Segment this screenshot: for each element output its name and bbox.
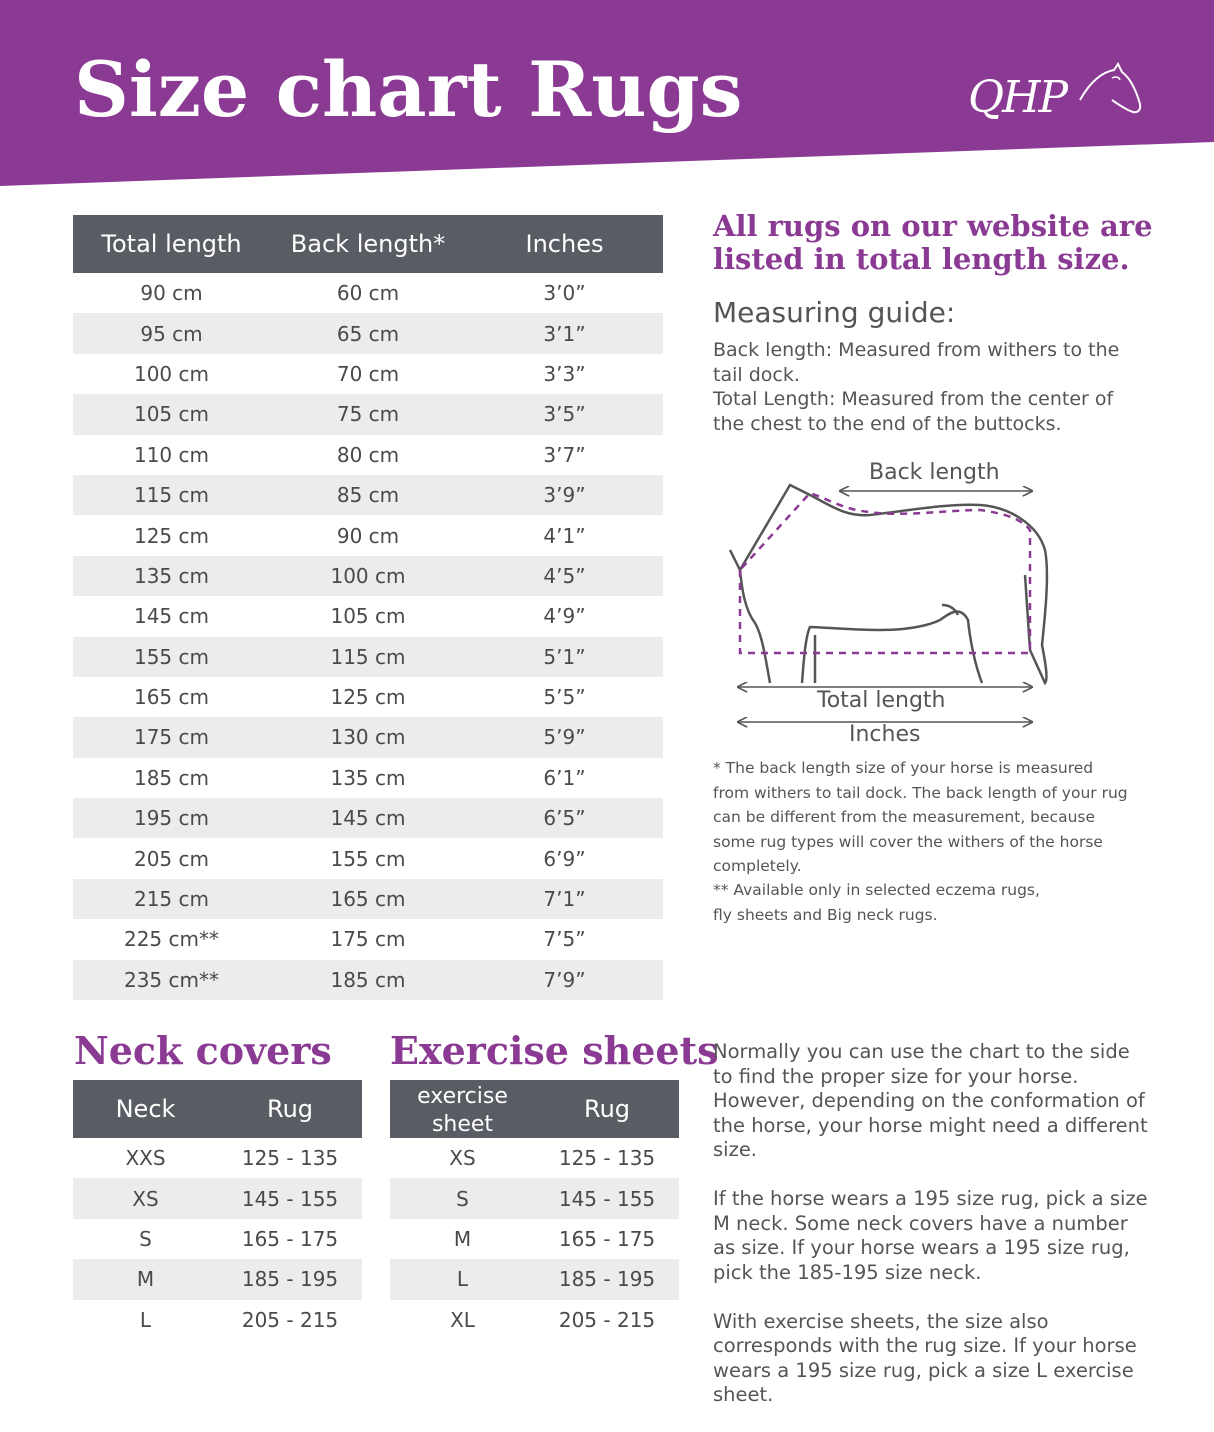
rug-size-table xyxy=(73,215,663,1000)
guide-back-length: Back length: Measured from withers to the tail dock. xyxy=(713,339,1120,386)
total-length-label: Total length xyxy=(817,688,946,713)
table-cell: 185 cm xyxy=(133,765,209,790)
table-cell: 185 - 195 xyxy=(535,1259,679,1299)
table-cell: 175 cm xyxy=(330,927,406,952)
table-row xyxy=(390,1138,679,1178)
col-total-length: Total length xyxy=(73,215,270,273)
table-cell: 145 cm xyxy=(133,604,209,629)
table-row xyxy=(73,394,663,434)
table-cell: 155 cm xyxy=(330,846,406,871)
table-row xyxy=(73,515,663,555)
exercise-sheets-title: Exercise sheets xyxy=(390,1028,719,1073)
table-cell: 95 cm xyxy=(73,313,270,353)
table-cell: 100 cm xyxy=(270,556,466,596)
table-row xyxy=(73,637,663,677)
table-row xyxy=(73,758,663,798)
table-row xyxy=(73,717,663,757)
table-cell: 6’9” xyxy=(543,846,586,871)
table-cell: XL xyxy=(450,1307,475,1332)
table-row xyxy=(73,475,663,515)
table-cell: 4’1” xyxy=(543,523,586,548)
table-header-row xyxy=(73,1080,362,1138)
table-cell: 105 cm xyxy=(330,604,406,629)
table-cell: M xyxy=(73,1259,218,1299)
sizing-advice xyxy=(713,1040,1153,1432)
table-cell: 145 - 155 xyxy=(535,1178,679,1218)
neck-covers-table xyxy=(73,1080,362,1340)
table-cell: 7’1” xyxy=(466,879,663,919)
table-cell: 3’3” xyxy=(543,361,586,386)
table-cell: 7’5” xyxy=(543,927,586,952)
table-cell: 6’1” xyxy=(543,765,586,790)
table-cell: 155 cm xyxy=(73,637,270,677)
table-cell: 130 cm xyxy=(270,717,466,757)
table-cell: 110 cm xyxy=(133,442,209,467)
table-cell: XS xyxy=(449,1146,476,1171)
table-cell: 70 cm xyxy=(336,361,400,386)
table-cell: S xyxy=(139,1226,152,1251)
table-row xyxy=(73,596,663,636)
horse-measurement-diagram xyxy=(720,455,1060,755)
table-cell: 145 - 155 xyxy=(218,1178,362,1218)
table-row xyxy=(73,313,663,353)
availability-footnote: ** Available only in selected eczema rugs, fly sheets and Big neck rugs. xyxy=(713,881,1040,924)
table-cell: 125 - 135 xyxy=(241,1146,339,1171)
table-cell: 60 cm xyxy=(336,281,400,306)
table-row xyxy=(73,273,663,313)
table-cell: 90 cm xyxy=(336,523,400,548)
table-cell: 105 cm xyxy=(73,394,270,434)
table-cell: 80 cm xyxy=(336,442,400,467)
table-row xyxy=(73,556,663,596)
table-cell: 165 cm xyxy=(133,685,209,710)
table-row xyxy=(73,1300,362,1340)
guide-total-length: Total Length: Measured from the center of the chest to the end of the buttocks. xyxy=(713,388,1114,435)
table-cell: 5’9” xyxy=(466,717,663,757)
table-cell: 205 - 215 xyxy=(241,1307,339,1332)
table-cell: L xyxy=(390,1259,535,1299)
advice-paragraph: If the horse wears a 195 size rug, pick a size M neck. Some neck covers have a number as size. If your horse wears a 195 size rug, pick the 185-195 size neck. xyxy=(713,1187,1148,1284)
table-cell: 225 cm** xyxy=(123,927,219,952)
table-cell: 205 cm xyxy=(133,846,209,871)
table-cell: 75 cm xyxy=(270,394,466,434)
table-cell: 3’9” xyxy=(466,475,663,515)
table-cell: 135 cm xyxy=(73,556,270,596)
table-row xyxy=(73,1178,362,1218)
horse-head-logo-icon xyxy=(962,60,1152,130)
col-back-length: Back length* xyxy=(270,215,466,273)
total-length-notice: All rugs on our website are listed in total length size. xyxy=(713,209,1153,276)
table-cell: 6’5” xyxy=(466,798,663,838)
table-cell: 125 cm xyxy=(133,523,209,548)
back-length-footnote: * The back length size of your horse is measured from withers to tail dock. The back length of your rug can be different from the measurement, because some rug types will cover the withers of the horse completely. xyxy=(713,759,1128,875)
table-cell: 115 cm xyxy=(73,475,270,515)
table-cell: 125 cm xyxy=(330,685,406,710)
table-cell: 175 cm xyxy=(73,717,270,757)
table-cell: 195 cm xyxy=(73,798,270,838)
table-cell: 125 - 135 xyxy=(558,1146,656,1171)
table-cell: 85 cm xyxy=(270,475,466,515)
table-cell: 185 - 195 xyxy=(218,1259,362,1299)
table-cell: 145 cm xyxy=(270,798,466,838)
table-cell: 100 cm xyxy=(133,361,209,386)
back-length-label: Back length xyxy=(869,460,1000,485)
table-cell: 165 - 175 xyxy=(241,1226,339,1251)
table-cell: 3’1” xyxy=(466,313,663,353)
col-exercise-sheet xyxy=(390,1080,535,1138)
table-row xyxy=(390,1259,679,1299)
table-cell: 235 cm** xyxy=(73,960,270,1000)
advice-paragraph: Normally you can use the chart to the side to find the proper size for your horse. However, depending on the conformation of the horse, your horse might need a different size. xyxy=(713,1040,1148,1161)
col-rug: Rug xyxy=(535,1080,679,1138)
logo-text: QHP xyxy=(968,72,1067,123)
table-row xyxy=(73,354,663,394)
table-row xyxy=(73,919,663,959)
col-exercise-line1: exercise xyxy=(417,1084,508,1109)
table-row xyxy=(390,1300,679,1340)
table-cell: XS xyxy=(73,1178,218,1218)
table-row xyxy=(73,798,663,838)
col-exercise-line2: sheet xyxy=(431,1112,494,1137)
table-row xyxy=(73,960,663,1000)
table-cell: 215 cm xyxy=(73,879,270,919)
table-row xyxy=(73,1138,362,1178)
table-row xyxy=(73,435,663,475)
col-rug: Rug xyxy=(218,1080,362,1138)
table-cell: 5’1” xyxy=(466,637,663,677)
table-cell: 7’9” xyxy=(466,960,663,1000)
table-row xyxy=(73,677,663,717)
table-row xyxy=(390,1219,679,1259)
table-cell: S xyxy=(390,1178,535,1218)
table-cell: 205 - 215 xyxy=(558,1307,656,1332)
table-cell: 5’5” xyxy=(543,685,586,710)
measuring-guide-title: Measuring guide: xyxy=(713,296,956,329)
col-neck: Neck xyxy=(73,1080,218,1138)
table-cell: 165 - 175 xyxy=(558,1226,656,1251)
table-row xyxy=(73,879,663,919)
table-cell: 3’5” xyxy=(466,394,663,434)
table-row xyxy=(73,838,663,878)
neck-covers-title: Neck covers xyxy=(74,1028,332,1073)
table-cell: 65 cm xyxy=(270,313,466,353)
inches-label: Inches xyxy=(849,722,921,747)
table-header-row xyxy=(390,1080,679,1138)
table-cell: 115 cm xyxy=(270,637,466,677)
table-header-row xyxy=(73,215,663,273)
table-cell: 185 cm xyxy=(270,960,466,1000)
table-cell: L xyxy=(139,1307,152,1332)
table-cell: 90 cm xyxy=(140,281,203,306)
table-row xyxy=(390,1178,679,1218)
table-row xyxy=(73,1259,362,1299)
exercise-sheets-table xyxy=(390,1080,679,1340)
measuring-guide-text xyxy=(713,338,1133,436)
table-cell: 135 cm xyxy=(330,765,406,790)
table-cell: 3’0” xyxy=(543,281,586,306)
table-cell: 4’5” xyxy=(466,556,663,596)
table-cell: 3’7” xyxy=(543,442,586,467)
advice-paragraph: With exercise sheets, the size also corresponds with the rug size. If your horse wears a 195 size rug, pick a size L exercise sheet. xyxy=(713,1309,1137,1406)
table-row xyxy=(73,1219,362,1259)
table-cell: 165 cm xyxy=(270,879,466,919)
col-inches: Inches xyxy=(466,215,663,273)
table-cell: 4’9” xyxy=(543,604,586,629)
table-cell: XXS xyxy=(125,1146,166,1171)
page-title: Size chart Rugs xyxy=(74,45,743,134)
table-cell: M xyxy=(453,1226,472,1251)
